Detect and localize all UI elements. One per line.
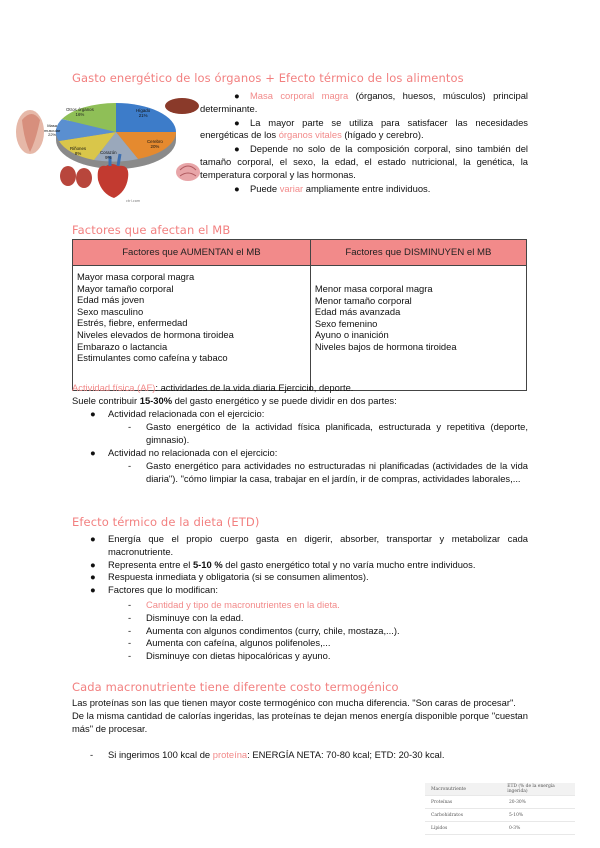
af-list-2 bbox=[90, 447, 528, 460]
thermogenic-list bbox=[90, 749, 528, 762]
table-row: Lípidos 0-3% bbox=[425, 822, 575, 835]
list-item: - Aumenta con cafeína, algunos polifenoles,... bbox=[128, 637, 331, 649]
intro-point: ● Depende no solo de la composición corporal, sino también del tamaño corporal, el sexo, la edad, el estado nutricional, la genética, la temperatura corporal y las hormonas. bbox=[200, 143, 528, 180]
list-item: - Gasto energético de la actividad física planificada, estructurada y repetitiva (deporte, gimnasio). bbox=[128, 421, 528, 445]
list-item: Menor masa corporal magra bbox=[314, 283, 433, 294]
paragraph: Las proteínas son las que tienen mayor coste termogénico con mucha diferencia. "Son caras de procesar". bbox=[72, 697, 516, 708]
list-item: Ayuno o inanición bbox=[314, 329, 389, 341]
section-title-organ-energy: Gasto energético de los órganos + Efecto térmico de los alimentos bbox=[72, 71, 464, 85]
list-item: - Cantidad y tipo de macronutrientes en la dieta. bbox=[128, 599, 340, 610]
section-title-mb-factors: Factores que afectan el MB bbox=[72, 223, 231, 237]
physical-activity-block: Actividad física (AF): actividades de la vida diaria Ejercicio, deporte. Suele contribuir 15-30% del gasto energético y se puede dividir en dos partes: bbox=[72, 382, 397, 406]
list-item: Mayor tamaño corporal bbox=[77, 282, 174, 294]
organ-energy-pie-illustration bbox=[10, 92, 200, 204]
list-item: Sexo masculino bbox=[77, 305, 144, 317]
intro-point: ● La mayor parte se utiliza para satisfacer las necesidades energéticas de los órganos vitales (hígado y cerebro). bbox=[200, 116, 528, 141]
intro-point: ● Puede variar ampliamente entre individuos. bbox=[234, 182, 431, 194]
etd-sublist bbox=[128, 599, 528, 663]
list-item: Sexo femenino bbox=[314, 317, 378, 329]
etd-list bbox=[90, 533, 528, 597]
list-item: Edad más joven bbox=[77, 294, 145, 306]
list-item: - Aumenta con algunos condimentos (curry, chile, mostaza,...). bbox=[128, 624, 400, 636]
intro-points bbox=[200, 90, 528, 196]
list-item: - Si ingerimos 100 kcal de proteína: ENERGÍA NETA: 70-80 kcal; ETD: 20-30 kcal. bbox=[90, 749, 445, 760]
section-title-thermogenic: Cada macronutriente tiene diferente costo termogénico bbox=[72, 680, 399, 694]
list-item: Niveles bajos de hormona tiroidea bbox=[314, 340, 457, 352]
list-item: - Disminuye con dietas hipocalóricas y ayuno. bbox=[128, 650, 331, 662]
list-item: - Gasto energético para actividades no estructuradas ni planificadas (actividades de la vida diaria"). "cómo limpiar la casa, trabajar en el jardín, ir de compras, actividades laborales,... bbox=[128, 460, 528, 484]
pie-label-cerebro: Cerebro 20% bbox=[147, 139, 163, 149]
list-item: - Disminuye con la edad. bbox=[128, 611, 244, 623]
list-item: ● Actividad relacionada con el ejercicio: bbox=[90, 408, 265, 419]
list-item: ● Factores que lo modifican: bbox=[90, 584, 218, 596]
list-item: ● Energía que el propio cuerpo gasta en digerir, absorber, transportar y metabolizar cada macronutriente. bbox=[90, 533, 528, 557]
list-item: ● Actividad no relacionada con el ejercicio: bbox=[90, 447, 278, 458]
af-list bbox=[90, 408, 528, 421]
pie-label-otros: Otros órganos 16% bbox=[66, 107, 94, 117]
increase-cell bbox=[73, 266, 311, 391]
section-title-etd: Efecto térmico de la dieta (ETD) bbox=[72, 515, 260, 529]
list-item: Estimulantes como cafeína y tabaco bbox=[77, 352, 228, 364]
table-row: Macronutriente ETD (% de la energía ingerida) bbox=[425, 783, 575, 796]
pie-label-higado: Hígado 21% bbox=[136, 108, 151, 118]
list-item: ● Respuesta inmediata y obligatoria (si se consumen alimentos). bbox=[90, 571, 369, 583]
af-sublist-1 bbox=[128, 421, 528, 447]
table-row: Carbohidratos 5-10% bbox=[425, 809, 575, 822]
list-item: Niveles elevados de hormona tiroidea bbox=[77, 328, 234, 340]
pie-label-musculo: Masa muscular 22% bbox=[44, 123, 61, 138]
list-item: Estrés, fiebre, enfermedad bbox=[77, 317, 188, 329]
list-item: Menor tamaño corporal bbox=[314, 294, 412, 306]
thermogenic-text bbox=[72, 697, 528, 735]
pie-label-corazon: Corazón 9% bbox=[100, 150, 117, 160]
table-row: Proteínas 20-30% bbox=[425, 796, 575, 809]
af-sublist-2 bbox=[128, 460, 528, 486]
col-header-decrease: Factores que DISMINUYEN el MB bbox=[310, 240, 526, 266]
col-header-increase: Factores que AUMENTAN el MB bbox=[73, 240, 311, 266]
af-term: Actividad física (AF) bbox=[72, 382, 156, 393]
paragraph: De la misma cantidad de calorías ingeridas, las proteínas te dejan menos energía disponible porque "cuestan más" de procesar. bbox=[72, 709, 528, 734]
list-item: Embarazo o lactancia bbox=[77, 340, 168, 352]
pie-caption: ctrl.com bbox=[126, 199, 141, 203]
list-item: Edad más avanzada bbox=[314, 306, 401, 318]
mb-factors-table bbox=[72, 239, 527, 391]
list-item: ● Representa entre el 5-10 % del gasto energético total y no varía mucho entre individuos. bbox=[90, 558, 476, 570]
decrease-cell bbox=[310, 266, 526, 391]
list-item: Mayor masa corporal magra bbox=[77, 271, 195, 282]
macronutrient-etd-table bbox=[425, 783, 575, 835]
pie-label-rinones: Riñones 8% bbox=[70, 146, 87, 156]
intro-point: ● Masa corporal magra (órganos, huesos, músculos) principal determinante. bbox=[200, 90, 528, 114]
